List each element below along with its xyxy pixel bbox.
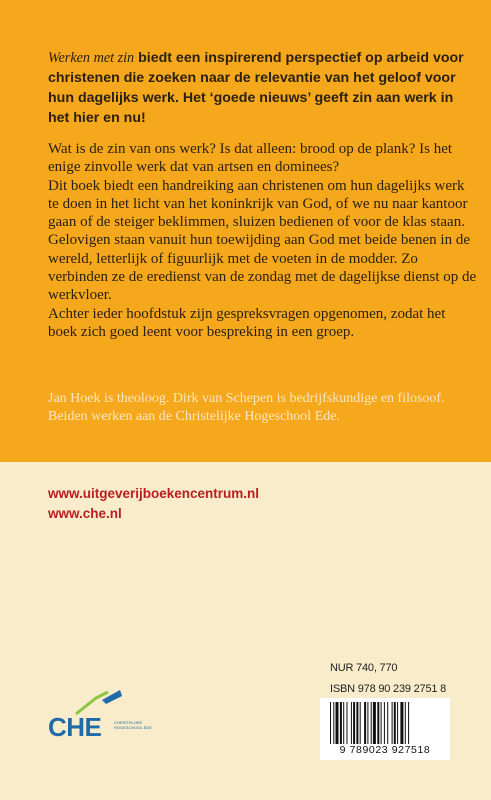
logo-subtitle: CHRISTELIJKE HOGESCHOOL EDE [114,720,152,730]
author-bio: Jan Hoek is theoloog. Dirk van Schepen is bedrijfskundige en filosoof. Beiden werken aan de Christelijke Hogeschool Ede. [48,391,445,424]
barcode [320,698,450,760]
description-paragraph-3: Achter ieder hoofdstuk zijn gespreksvragen opgenomen, zodat het boek zich goed leent voor bespreking in een groep. [48,305,446,340]
publisher-link[interactable]: www.uitgeverijboekencentrum.nl [48,486,260,501]
barcode-number: 9 789023 927518 [339,744,431,756]
nur-code: NUR 740, 770 [330,662,398,674]
description-paragraph-1: Wat is de zin van ons werk? Is dat alleen: brood op de plank? Is het enige zinvolle werk dat van artsen en dominees? [48,141,453,176]
intro-bold-text: biedt een inspirerend perspectief op arbeid voor christenen die zoeken naar de relevantie van het geloof voor hun dagelijks werk. Het ‘goede nieuws’ geeft zin aan werk in het hier en nu! [48,50,464,126]
che-logo [48,690,168,760]
logo-letters: CHE [48,712,102,742]
website-links [48,484,259,524]
che-link[interactable]: www.che.nl [48,506,122,521]
intro-blurb [48,48,468,128]
isbn-code: ISBN 978 90 239 2751 8 [330,683,447,695]
description-paragraph-2: Dit boek biedt een handreiking aan christenen om hun dagelijks werk te doen in het licht van het koninkrijk van God, of we nu naar kantoor gaan of de steiger beklimmen, sluizen bedienen of voor de klas staan. Gelovigen staan vanuit hun toewijding aan God met beide benen in de wereld, letterlijk of figuurlijk met de voeten in de modder. Zo verbinden ze de eredienst van de zondag met de dagelijkse dienst op de werkvloer. [48,177,477,304]
description [48,140,478,341]
book-title-italic: Werken met zin [48,50,135,66]
barcode-bars-icon [330,702,440,744]
